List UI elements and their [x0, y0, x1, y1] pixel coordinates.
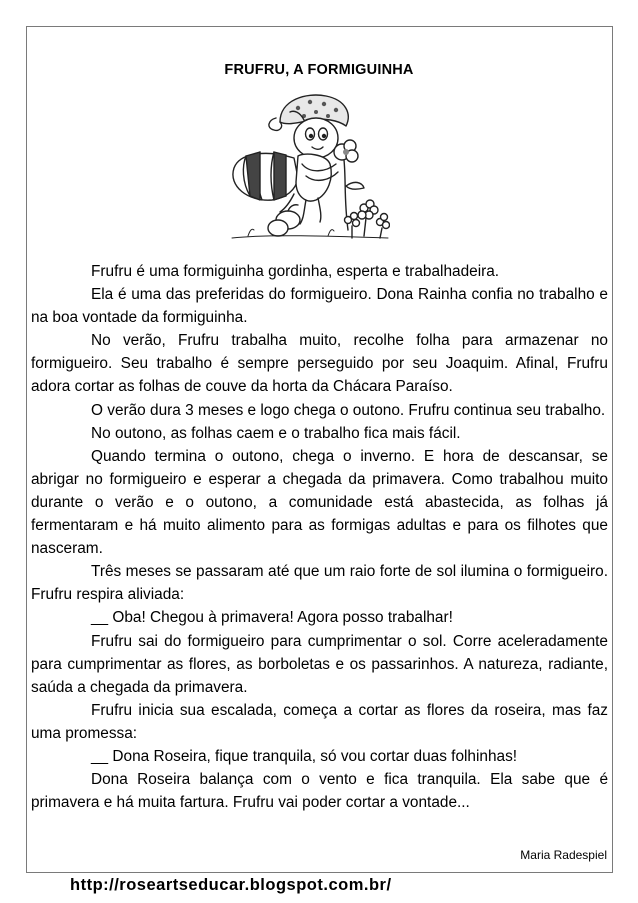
story-text — [31, 260, 608, 814]
paragraph: Frufru é uma formiguinha gordinha, esperta e trabalhadeira. — [91, 263, 500, 280]
author-name: Maria Radespiel — [520, 848, 607, 862]
ant-holding-flower-illustration — [228, 90, 390, 243]
paragraph: Frufru sai do formigueiro para cumprimentar o sol. Corre aceleradamente para cumprimentar as flores, as borboletas e os passarinhos. A natureza, radiante, saúda a chegada da primavera. — [31, 632, 608, 696]
paragraph: Frufru inicia sua escalada, começa a cortar as flores da roseira, mas faz uma promessa: — [31, 701, 608, 742]
paragraph: No verão, Frufru trabalha muito, recolhe folha para armazenar no formigueiro. Seu trabalho é sempre perseguido por seu Joaquim. Afinal, Frufru adora cortar as folhas de couve da horta da Chácara Paraíso. — [31, 332, 608, 396]
paragraph: Dona Roseira balança com o vento e fica tranquila. Ela sabe que é primavera e há muita fartura. Frufru vai poder cortar a vontade... — [31, 771, 608, 812]
paragraph: No outono, as folhas caem e o trabalho fica mais fácil. — [91, 424, 461, 442]
paragraph: O verão dura 3 meses e logo chega o outono. Frufru continua seu trabalho. — [91, 401, 606, 419]
paragraph: __ Dona Roseira, fique tranquila, só vou cortar duas folhinhas! — [91, 747, 518, 765]
footer-url-link[interactable]: http://roseartseducar.blogspot.com.br/ — [70, 876, 392, 894]
story-title: FRUFRU, A FORMIGUINHA — [224, 62, 414, 78]
paragraph: Três meses se passaram até que um raio forte de sol ilumina o formigueiro. Frufru respira aliviada: — [31, 563, 608, 604]
paragraph: Quando termina o outono, chega o inverno. E hora de descansar, se abrigar no formigueiro e esperar a chegada da primavera. Como trabalhou muito durante o verão e o outono, a comunidade está abastecida, as folhas já fermentaram e há muito alimento para as formigas adultas e para os filhotes que nasceram. — [31, 447, 608, 558]
paragraph: __ Oba! Chegou à primavera! Agora posso trabalhar! — [91, 609, 453, 627]
paragraph: Ela é uma das preferidas do formigueiro. Dona Rainha confia no trabalho e na boa vontade da formiguinha. — [31, 286, 608, 327]
